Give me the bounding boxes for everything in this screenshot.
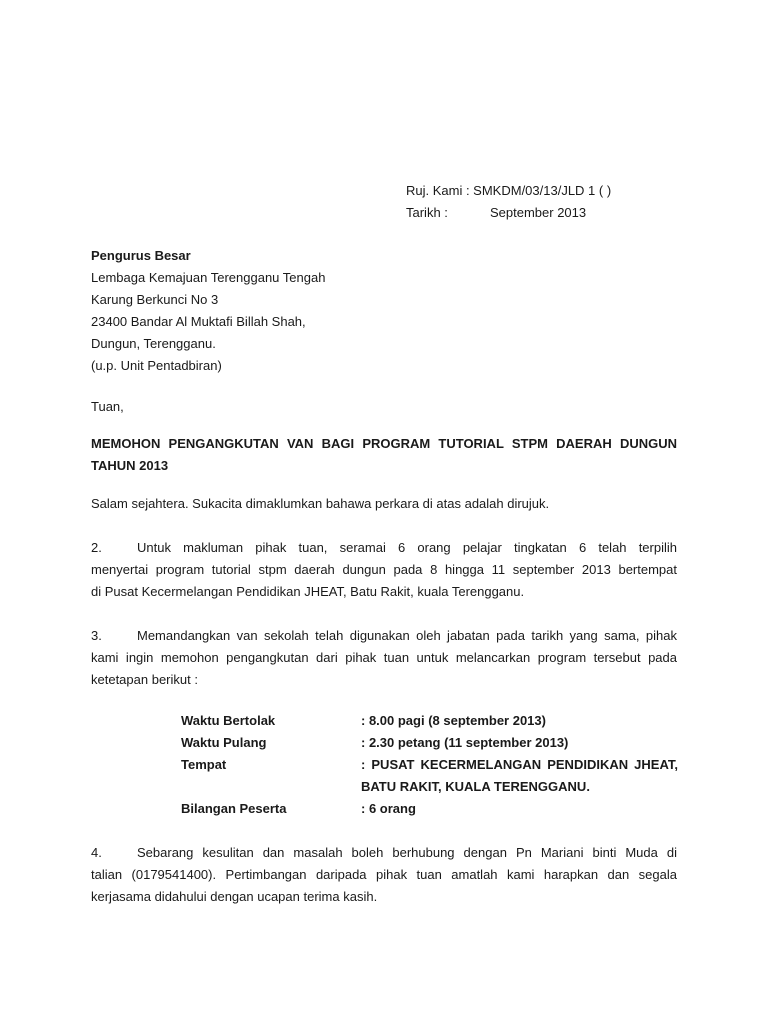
subject-heading: [91, 433, 677, 477]
paragraph-number: 4.: [91, 845, 102, 860]
venue-value: BATU RAKIT, KUALA TERENGGANU.: [361, 779, 590, 794]
paragraph-line: kami ingin memohon pengangkutan dari pihak tuan untuk melancarkan program tersebut pada: [91, 650, 677, 665]
subject-line: MEMOHON PENGANGKUTAN VAN BAGI PROGRAM TUTORIAL STPM DAERAH DUNGUN: [91, 436, 677, 451]
paragraph-line: menyertai program tutorial stpm daerah dungun pada 8 hingga 11 september 2013 bertempat: [91, 562, 677, 577]
recipient-title: Pengurus Besar: [91, 248, 191, 263]
address-line: 23400 Bandar Al Muktafi Billah Shah,: [91, 314, 306, 329]
participants-value: : 6 orang: [361, 801, 416, 816]
departure-value: : 8.00 pagi (8 september 2013): [361, 713, 546, 728]
paragraph-3: [91, 625, 677, 691]
date-value: September 2013: [490, 205, 587, 220]
detail-row-venue: [181, 754, 678, 798]
venue-value: : PUSAT KECERMELANGAN PENDIDIKAN JHEAT,: [361, 757, 678, 772]
address-line: Karung Berkunci No 3: [91, 292, 219, 307]
recipient-address: [91, 245, 511, 377]
address-line: Lembaga Kemajuan Terengganu Tengah: [91, 270, 326, 285]
paragraph-number: 2.: [91, 540, 102, 555]
reference-block: [406, 180, 736, 224]
subject-line: TAHUN 2013: [91, 458, 169, 473]
venue-label: Tempat: [181, 757, 227, 772]
reference-number: Ruj. Kami : SMKDM/03/13/JLD 1 ( ): [406, 183, 612, 198]
paragraph-line: ketetapan berikut :: [91, 672, 198, 687]
salutation: Tuan,: [91, 399, 124, 414]
intro-paragraph: [91, 493, 677, 515]
detail-row-return: [181, 732, 678, 754]
paragraph-line: 4. Sebarang kesulitan dan masalah boleh berhubung dengan Pn Mariani binti Muda di: [91, 842, 677, 864]
paragraph-line: di Pusat Kecermelangan Pendidikan JHEAT, Batu Rakit, kuala Terengganu.: [91, 584, 525, 599]
paragraph-2: [91, 537, 677, 603]
date-label: Tarikh :: [406, 205, 448, 220]
detail-row-participants: [181, 798, 678, 820]
paragraph-line: 3. Memandangkan van sekolah telah digunakan oleh jabatan pada tarikh yang sama, pihak: [91, 625, 677, 647]
address-line: (u.p. Unit Pentadbiran): [91, 358, 222, 373]
address-line: Dungun, Terengganu.: [91, 336, 216, 351]
return-value: : 2.30 petang (11 september 2013): [361, 735, 569, 750]
participants-label: Bilangan Peserta: [181, 801, 287, 816]
return-label: Waktu Pulang: [181, 735, 267, 750]
trip-details: [181, 710, 678, 820]
paragraph-line: talian (0179541400). Pertimbangan daripada pihak tuan amatlah kami harapkan dan segala: [91, 867, 677, 882]
paragraph-number: 3.: [91, 628, 102, 643]
departure-label: Waktu Bertolak: [181, 713, 276, 728]
paragraph-line: kerjasama didahului dengan ucapan terima kasih.: [91, 889, 378, 904]
paragraph-4: [91, 842, 677, 908]
detail-row-departure: [181, 710, 678, 732]
paragraph-line: 2. Untuk makluman pihak tuan, seramai 6 orang pelajar tingkatan 6 telah terpilih: [91, 537, 677, 559]
intro-text: Salam sejahtera. Sukacita dimaklumkan bahawa perkara di atas adalah dirujuk.: [91, 496, 550, 511]
